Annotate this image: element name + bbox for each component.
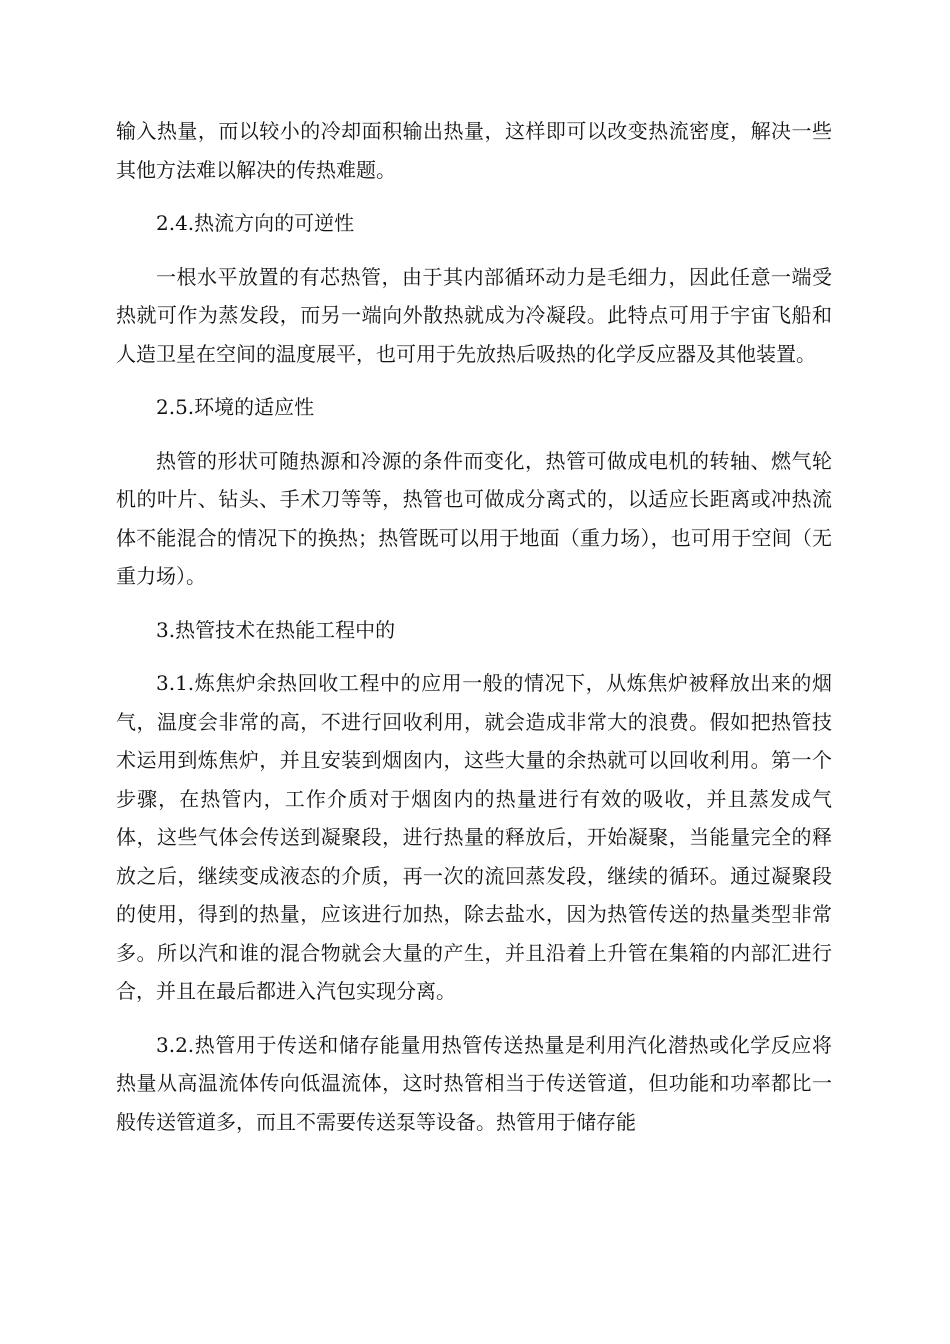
paragraph-reversibility: 一根水平放置的有芯热管，由于其内部循环动力是毛细力，因此任意一端受热就可作为蒸发段，而另一端向外散热就成为冷凝段。此特点可用于宇宙飞船和人造卫星在空间的温度展平，也可用于先放热后吸热的化学反应器及其他装置。 bbox=[116, 264, 832, 366]
paragraph-continuation: 输入热量，而以较小的冷却面积输出热量，这样即可以改变热流密度，解决一些其他方法难以解决的传热难题。 bbox=[116, 119, 832, 182]
section-heading-2-5: 2.5.环境的适应性 bbox=[156, 395, 315, 419]
paragraph-adaptability: 热管的形状可随热源和冷源的条件而变化，热管可做成电机的转轴、燃气轮机的叶片、钻头、手术刀等等，热管也可做成分离式的，以适应长距离或冲热流体不能混合的情况下的换热；热管既可以用于地面（重力场），也可用于空间（无重力场）。 bbox=[116, 448, 832, 588]
document-body bbox=[116, 112, 832, 1156]
section-heading-3: 3.热管技术在热能工程中的 bbox=[156, 617, 396, 642]
paragraph-3-2: 3.2.热管用于传送和储存能量用热管传送热量是利用汽化潜热或化学反应将热量从高温流体传向低温流体，这时热管相当于传送管道，但功能和功率都比一般传送管道多，而且不需要传送泵等设备。热管用于储存能 bbox=[116, 1032, 832, 1134]
paragraph-3-1: 3.1.炼焦炉余热回收工程中的应用一般的情况下，从炼焦炉被释放出来的烟气，温度会非常的高，不进行回收利用，就会造成非常大的浪费。假如把热管技术运用到炼焦炉，并且安装到烟囱内，这些大量的余热就可以回收利用。第一个步骤，在热管内，工作介质对于烟囱内的热量进行有效的吸收，并且蒸发成气体，这些气体会传送到凝聚段，进行热量的释放后，开始凝聚，当能量完全的释放之后，继续变成液态的介质，再一次的流回蒸发段，继续的循环。通过凝聚段的使用，得到的热量，应该进行加热，除去盐水，因为热管传送的热量类型非常多。所以汽和谁的混合物就会大量的产生，并且沿着上升管在集箱的内部汇进行合，并且在最后都进入汽包实现分离。 bbox=[116, 671, 832, 1003]
section-heading-2-4: 2.4.热流方向的可逆性 bbox=[156, 211, 355, 235]
